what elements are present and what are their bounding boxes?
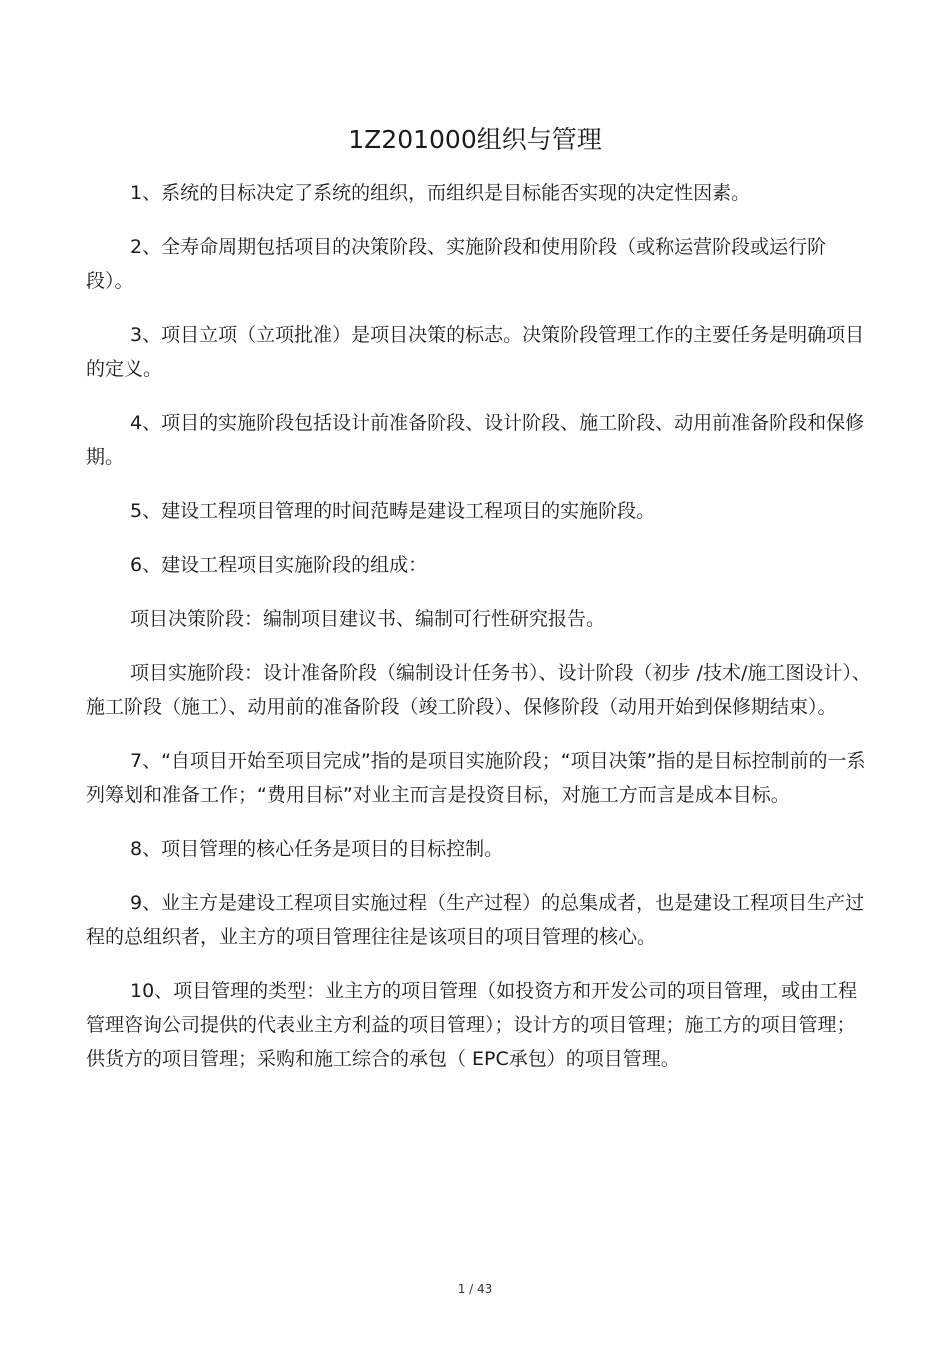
paragraph-implementation-stage: 项目实施阶段：设计准备阶段（编制设计任务书）、设计阶段（初步 /技术/施工图设计）、施工阶段（施工）、动用前的准备阶段（竣工阶段）、保修阶段（动用开始到保修期结束）。 [86, 662, 871, 718]
paragraph-1: 1、系统的目标决定了系统的组织，而组织是目标能否实现的决定性因素。 [130, 182, 751, 204]
paragraph-3: 3、项目立项（立项批准）是项目决策的标志。决策阶段管理工作的主要任务是明确项目的定义。 [86, 324, 865, 380]
paragraph-7: 7、“自项目开始至项目完成”指的是项目实施阶段；“项目决策”指的是目标控制前的一系列筹划和准备工作；“费用目标”对业主而言是投资目标，对施工方而言是成本目标。 [86, 750, 866, 806]
paragraph-2: 2、全寿命周期包括项目的决策阶段、实施阶段和使用阶段（或称运营阶段或运行阶段）。 [86, 236, 827, 292]
paragraph-5: 5、建设工程项目管理的时间范畴是建设工程项目的实施阶段。 [130, 500, 656, 522]
paragraph-9: 9、业主方是建设工程项目实施过程（生产过程）的总集成者，也是建设工程项目生产过程的总组织者，业主方的项目管理往往是该项目的项目管理的核心。 [86, 892, 865, 948]
page-title: 1Z201000组织与管理 [348, 125, 602, 154]
paragraph-decision-stage: 项目决策阶段：编制项目建议书、编制可行性研究报告。 [130, 608, 606, 630]
paragraph-10: 10、项目管理的类型：业主方的项目管理（如投资方和开发公司的项目管理，或由工程管理咨询公司提供的代表业主方利益的项目管理）；设计方的项目管理；施工方的项目管理；供货方的项目管理；采购和施工综合的承包（ EPC承包）的项目管理。 [86, 980, 858, 1070]
page-indicator: 1 / 43 [457, 1282, 493, 1296]
document-body [86, 176, 872, 1076]
paragraph-6: 6、建设工程项目实施阶段的组成： [130, 554, 428, 576]
paragraph-8: 8、项目管理的核心任务是项目的目标控制。 [130, 838, 504, 860]
paragraph-4: 4、项目的实施阶段包括设计前准备阶段、设计阶段、施工阶段、动用前准备阶段和保修期。 [86, 412, 865, 468]
